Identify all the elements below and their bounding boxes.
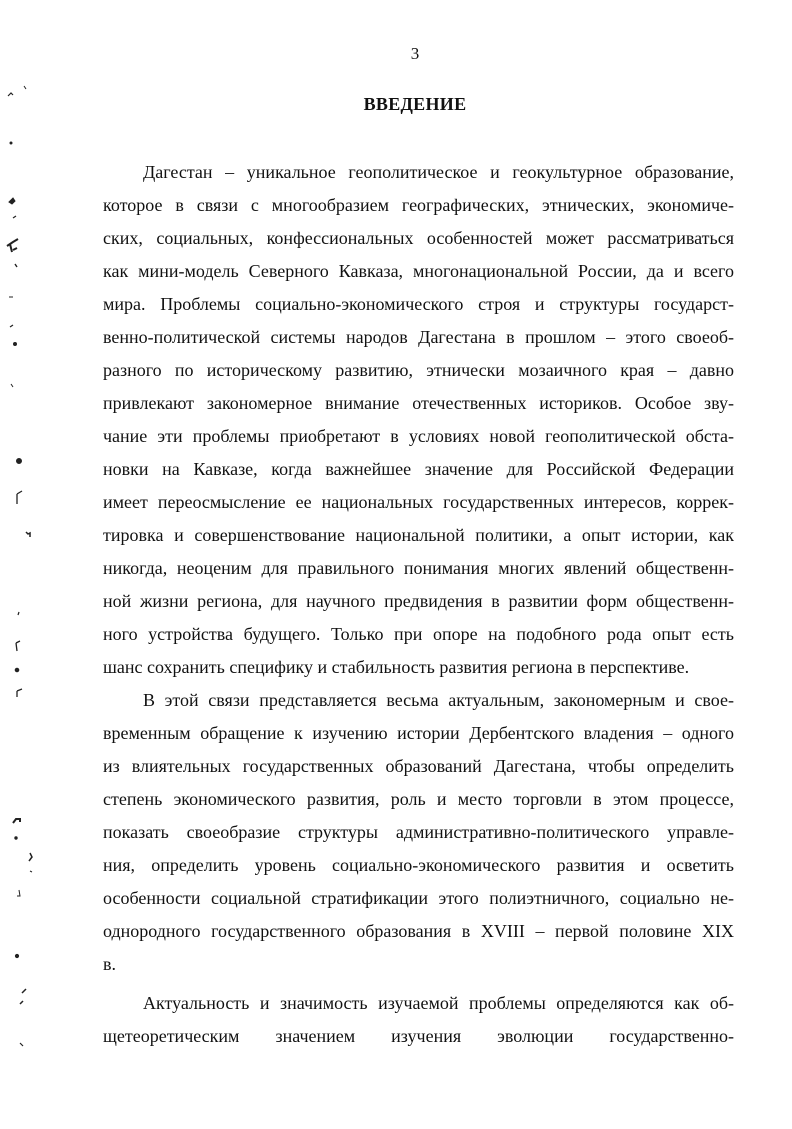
text-line: привлекают закономерное внимание отечественных историков. Особое зву- [103, 393, 734, 413]
text-line: чание эти проблемы приобретают в условиях новой геополитической обста- [103, 426, 734, 446]
text-line: которое в связи с многообразием географических, этнических, экономиче- [103, 195, 734, 215]
text-line: особенности социальной стратификации этого полиэтничного, социально не- [103, 888, 734, 908]
text-line: Дагестан – уникальное геополитическое и геокультурное образование, [143, 162, 734, 182]
text-line: показать своеобразие структуры административно-политического управле- [103, 822, 734, 842]
scan-margin-marks [0, 0, 40, 1129]
text-line: ских, социальных, конфессиональных особенностей может рассматриваться [103, 228, 734, 248]
text-line: имеет переосмысление ее национальных государственных интересов, коррек- [103, 492, 734, 512]
text-line: шанс сохранить специфику и стабильность развития региона в перспективе. [103, 657, 690, 677]
text-line: временным обращение к изучению истории Дербентского владения – одного [103, 723, 734, 743]
text-line: из влиятельных государственных образований Дагестана, чтобы определить [103, 756, 734, 776]
text-line: венно-политической системы народов Дагестана в прошлом – этого своеоб- [103, 327, 734, 347]
text-line: как мини-модель Северного Кавказа, многонациональной России, да и всего [103, 261, 734, 281]
text-line: ного устройства будущего. Только при опоре на подобного рода опыт есть [103, 624, 734, 644]
page-number: 3 [410, 44, 420, 63]
text-line: щетеоретическим значением изучения эволюции государственно- [103, 1026, 734, 1046]
text-line: разного по историческому развитию, этнически мозаичного края – давно [103, 360, 734, 380]
text-line: в. [103, 954, 116, 974]
text-line: В этой связи представляется весьма актуальным, закономерным и свое- [143, 690, 734, 710]
text-line: мира. Проблемы социально-экономического строя и структуры государст- [103, 294, 734, 314]
text-line: ной жизни региона, для научного предвидения в развитии форм общественн- [103, 591, 734, 611]
text-line: однородного государственного образования в XVIII – первой половине XIX [103, 921, 734, 941]
text-line: никогда, неоценим для правильного понимания многих явлений общественн- [103, 558, 734, 578]
text-line: тировка и совершенствование национальной политики, а опыт истории, как [103, 525, 734, 545]
section-heading: ВВЕДЕНИЕ [363, 94, 467, 114]
text-line: Актуальность и значимость изучаемой проблемы определяются как об- [143, 993, 734, 1013]
text-line: новки на Кавказе, когда важнейшее значение для Российской Федерации [103, 459, 734, 479]
text-line: степень экономического развития, роль и место торговли в этом процессе, [103, 789, 734, 809]
text-line: ния, определить уровень социально-экономического развития и осветить [103, 855, 734, 875]
